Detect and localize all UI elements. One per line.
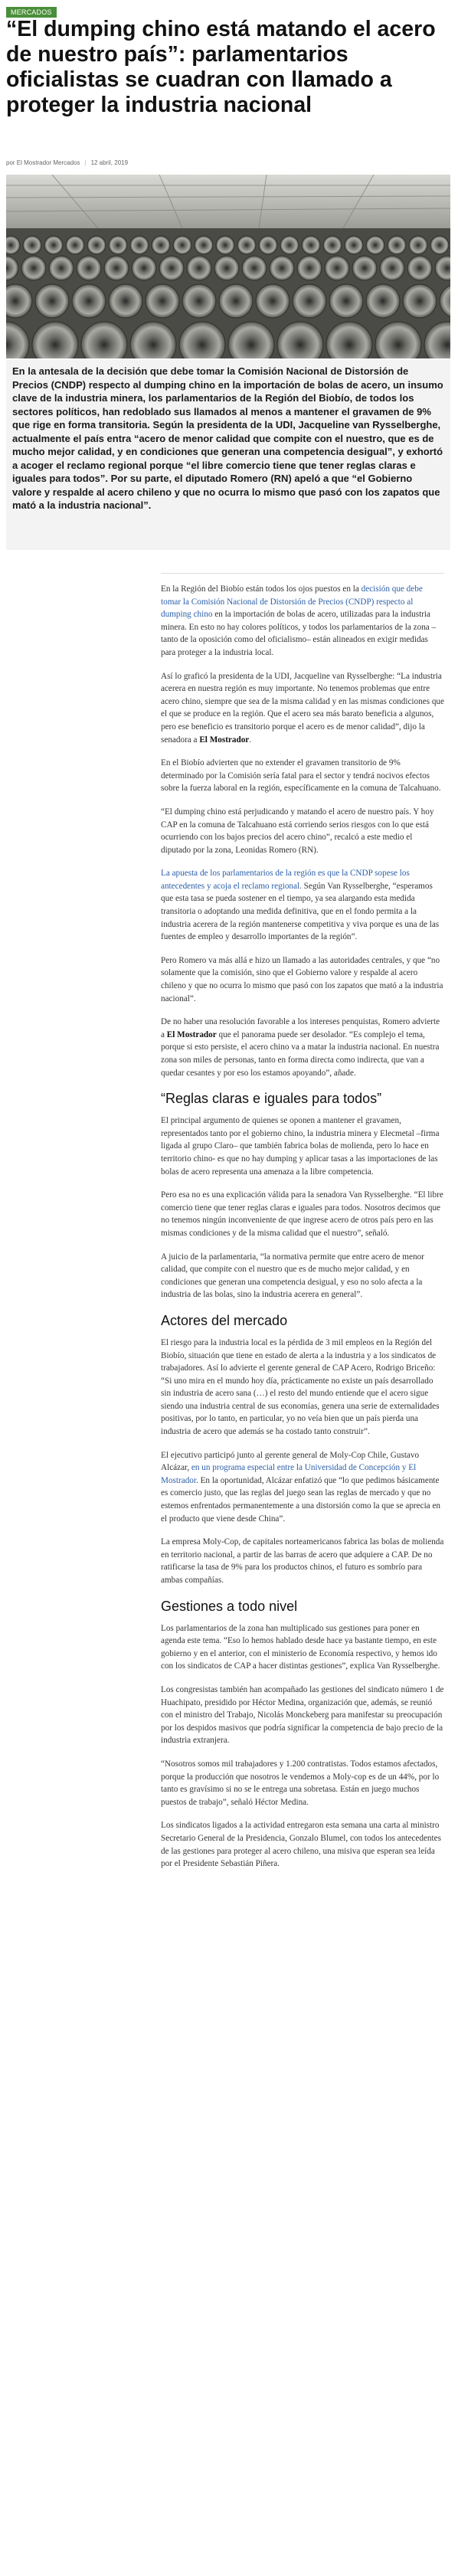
subheading-gestiones: Gestiones a todo nivel — [161, 1598, 298, 1614]
hero-caption: En la antesala de la decisión que debe tomar la Comisión Nacional de Distorsión de Precios (CNDP) respecto al dumping chino en la importación de bolas de acero, un insumo clave de la industria minera, los parlamentarios de la Región del Biobío, de todos los sectores políticos, han redoblado sus llamados al menos a mantener el gravamen de 9% que rige en forma transitoria. Según la presidenta de la UDI, Jacqueline van Rysselberghe, actualmente el país entra “acero de menor calidad que compite con el nuestro, que es de mucho mejor calidad, y en condiciones que generan una competencia desigual”, y exhortó a acoger el reclamo regional porque “el libre comercio tiene que tener reglas claras e iguales para todos”. Por su parte, el diputado Romero (RN) apeló a que “el Gobierno valore y respalde al acero chileno y que no ocurra lo mismo que pasó con los zapatos que mató a la industria nacional”. — [6, 360, 450, 550]
paragraph-17: Los sindicatos ligados a la actividad entregaron esta semana una carta al ministro Secretario General de la Presidencia, Gonzalo Blumel, con todos los antecedentes de las gestiones para proteger al acero chileno, una misiva que esperan sea leída por el Presidente Sebastián Piñera. — [161, 1821, 441, 1869]
article-body — [161, 573, 444, 1881]
steel-coil — [329, 284, 363, 318]
article-headline: “El dumping chino está matando el acero de nuestro país”: parlamentarios oficialistas se cuadran con llamado a proteger la industria nacional — [6, 17, 436, 117]
steel-coil — [216, 236, 234, 254]
byline-author[interactable]: por El Mostrador Mercados — [6, 159, 80, 166]
subheading-reglas-claras: “Reglas claras e iguales para todos” — [161, 1091, 382, 1107]
paragraph-8: El principal argumento de quienes se oponen a mantener el gravamen, representados tanto por el gobierno chino, la industria minera y Elecmetal –firma ligada al grupo Claro– que también fabrica bolas de molienda, pero lo hace en territorio chino- es que no hay dumping y aplicar tasas a las importaciones de las bolas de acero representa una amenaza a la libre competencia. — [161, 1116, 440, 1177]
paragraph-13: La empresa Moly-Cop, de capitales norteamericanos fabrica las bolas de molienda en territorio nacional, a partir de las barras de acero que adquiere a CAP. De no ratificarse la tasa de 9% para los productos chinos, el futuro es sombrío para ambas compañías. — [161, 1537, 444, 1585]
steel-coil — [132, 256, 156, 280]
paragraph-14: Los parlamentarios de la zona han multiplicado sus gestiones para poner en agenda este tema. “Eso lo hemos hablado desde hace ya bastante tiempo, en este gobierno y en el anterior, con el ministerio de Economía respectivo, y hemos ido con los sindicatos de CAP a hacer distintas gestiones”, explica Van Rysselberghe. — [161, 1623, 440, 1671]
paragraph-5: La apuesta de los parlamentarios de la región es que la CNDP sopese los antecedentes y acoja el reclamo regional. Según Van Rysselberghe, “esperamos que esta tasa se pueda sostener en el tiempo, ya sea alargando esta medida transitoria o adoptando una medida definitiva, que en el fondo permita a la industria acerera de la región mantenerse competitiva y viva porque es una de las fuentes de empleo y desarrollo importantes de la región”. — [161, 869, 440, 942]
steel-coil — [187, 256, 211, 280]
paragraph-2: Así lo graficó la presidenta de la UDI, Jacqueline van Rysselberghe: “La industria acerera en nuestra región es muy importante. No tenemos problemas que entre acero chino, siempre que sea de la misma calidad y en las mismas condiciones que el que se produce en la región. Que el acero sea más barato beneficia a algunos, pero ese beneficio es transitorio porque el acero es de menor calidad”, dijo la senadora a El Mostrador. — [161, 671, 444, 745]
steel-coils-illustration — [6, 175, 450, 358]
subheading-actores-mercado: Actores del mercado — [161, 1312, 288, 1328]
steel-coil — [345, 236, 363, 254]
steel-coil — [403, 284, 437, 318]
byline — [6, 159, 128, 166]
steel-coil — [77, 256, 101, 280]
steel-coil — [380, 256, 404, 280]
steel-coil — [409, 236, 427, 254]
steel-coil — [23, 236, 41, 254]
steel-coil — [407, 256, 432, 280]
steel-coil — [130, 236, 149, 254]
steel-coil — [195, 236, 213, 254]
steel-coil — [388, 236, 406, 254]
steel-coil — [44, 236, 63, 254]
paragraph-16: “Nosotros somos mil trabajadores y 1.200 contratistas. Todos estamos afectados, porque la producción que nosotros le vendemos a Moly-cop es de un 44%, por lo tanto es gravísimo si no se le entrega una sobretasa. Están en juego muchos puestos de trabajo”, señaló Héctor Medina. — [161, 1759, 440, 1807]
steel-coil — [72, 284, 106, 318]
steel-coil — [256, 284, 290, 318]
steel-coil — [49, 256, 74, 280]
link-regional-appeal[interactable]: La apuesta de los parlamentarios de la región es que la CNDP sopese los antecedentes y acoja el reclamo regional — [161, 869, 410, 891]
steel-coil — [219, 284, 253, 318]
steel-coil — [293, 284, 326, 318]
steel-coil — [21, 256, 46, 280]
steel-coil — [109, 236, 127, 254]
paragraph-12: El ejecutivo participó junto al gerente general de Moly-Cop Chile, Gustavo Alcázar, en un programa especial entre la Universidad de Concepción y El Mostrador. En la oportunidad, Alcázar enfatizó que “lo que pedimos básicamente es comercio justo, que las reglas del juego sean las reglas de mercado y que no estemos enfrentados permanentemente a una distorsión como la que se aprecia en el producto que viene desde China”. — [161, 1450, 441, 1524]
steel-coil — [66, 236, 84, 254]
steel-coil — [242, 256, 267, 280]
steel-coil — [159, 256, 184, 280]
paragraph-11: El riesgo para la industria local es la pérdida de 3 mil empleos en la Región del Biobío, situación que tiene en estado de alerta a la industria y a los sindicatos de trabajadores. Así lo advierte el gerente general de CAP Acero, Rodrigo Briceño: “Si uno mira en el mundo hoy día, prácticamente no existe un país desarrollado sin industria de acero sana (…) el resto del mundo entiende que el acero sigue siendo una industria central de sus economías, genera una serie de externalidades positivas, por lo tanto, en particular, yo no veía bien que un país pierda una industria de acero que además se ha costado tanto construir”. — [161, 1337, 440, 1437]
steel-coil — [280, 236, 299, 254]
steel-coil — [152, 236, 170, 254]
steel-coil — [146, 284, 179, 318]
steel-coil — [270, 256, 294, 280]
paragraph-7: De no haber una resolución favorable a los intereses penquistas, Romero advierte a El Mostrador que el panorama puede ser desolador. “Es complejo el tema, porque si esto persiste, el acero chino va a matar la industria nacional. En nuestra zona son miles de personas, tanto en forma directa como indirecta, que van a quedar cesantes y por eso los estamos apoyando”, añade. — [161, 1017, 440, 1078]
body-top-divider — [161, 573, 444, 574]
paragraph-3: En el Biobío advierten que no extender el gravamen transitorio de 9% determinado por la Comisión sería fatal para el sector y tendrá nocivos efectos sobre la fuerza laboral en la región, específicamente en la comuna de Talcahuano. — [161, 758, 441, 794]
steel-coil — [35, 284, 69, 318]
steel-coil — [366, 236, 384, 254]
outlet-name-bold: El Mostrador — [166, 1029, 217, 1039]
steel-coil — [182, 284, 216, 318]
steel-coil — [173, 236, 191, 254]
link-special-program[interactable]: en un programa especial entre la Universidad de Concepción y El Mostrador — [161, 1463, 417, 1485]
steel-coil — [237, 236, 256, 254]
steel-coil — [104, 256, 129, 280]
hero-image-steel-coils — [6, 175, 450, 358]
byline-separator: | — [84, 159, 87, 166]
steel-coil — [323, 236, 342, 254]
steel-coil — [366, 284, 400, 318]
steel-coil — [297, 256, 322, 280]
steel-coil — [302, 236, 320, 254]
steel-coil — [109, 284, 142, 318]
steel-coil — [325, 256, 349, 280]
steel-coil — [259, 236, 277, 254]
paragraph-4: “El dumping chino está perjudicando y matando el acero de nuestro país. Y hoy CAP en la comuna de Talcahuano está corriendo serios riesgos con lo que está ocurriendo con los bajos precios del acero chino”, recalcó a este medio el diputado por la zona, Leonidas Romero (RN). — [161, 807, 434, 855]
paragraph-10: A juicio de la parlamentaria, “la normativa permite que entre acero de menor calidad, que compite con el nuestro que es de mucho mejor calidad, y en condiciones que generan una competencia desigual, y eso no solo afecta a la industria de las bolas, sino la industria acerera en general”. — [161, 1252, 424, 1300]
paragraph-15: Los congresistas también han acompañado las gestiones del sindicato número 1 de Huachipato, presidido por Héctor Medina, organización que, además, se reunió con el ministro del Trabajo, Nicolás Monckeberg para manifestar su preocupación por los despidos masivos que podría significar la competencia de bajo precio de la industria extranjera. — [161, 1684, 444, 1746]
steel-coil — [214, 256, 239, 280]
paragraph-1: En la Región del Biobío están todos los ojos puestos en la decisión que debe tomar la Comisión Nacional de Distorsión de Precios (CNDP) respecto al dumping chino en la importación de bolas de acero, utilizadas para la industria minera. En esto no hay colores políticos, y todos los parlamentarios de la zona –tanto de la oposición como del oficialismo– están alineados en exigir medidas para proteger a la industria local. — [161, 584, 437, 657]
paragraph-9: Pero esa no es una explicación válida para la senadora Van Rysselberghe. “El libre comercio tiene que tener reglas claras e iguales para todos. Nosotros decimos que no tenemos ningún inconveniente de que ingrese acero de otros país pero en las mismas condiciones y de la misma calidad que el nuestro”, señaló. — [161, 1190, 443, 1238]
byline-date: 12 abril, 2019 — [90, 159, 129, 166]
steel-coil — [87, 236, 106, 254]
steel-coil — [430, 236, 449, 254]
steel-coil — [352, 256, 377, 280]
outlet-name-bold: El Mostrador — [199, 735, 250, 745]
link-cndp-decision[interactable]: decisión que debe tomar la Comisión Nacional de Distorsión de Precios (CNDP) respecto al dumping chino — [161, 584, 423, 620]
paragraph-6: Pero Romero va más allá e hizo un llamado a las autoridades centrales, y que “no solamente que la comisión, sino que el Gobierno valore y respalde al acero chileno y que no ocurra lo mismo que pasó con los zapatos que mató a la industria nacional”. — [161, 955, 443, 1003]
section-tag[interactable]: MERCADOS — [6, 7, 57, 18]
